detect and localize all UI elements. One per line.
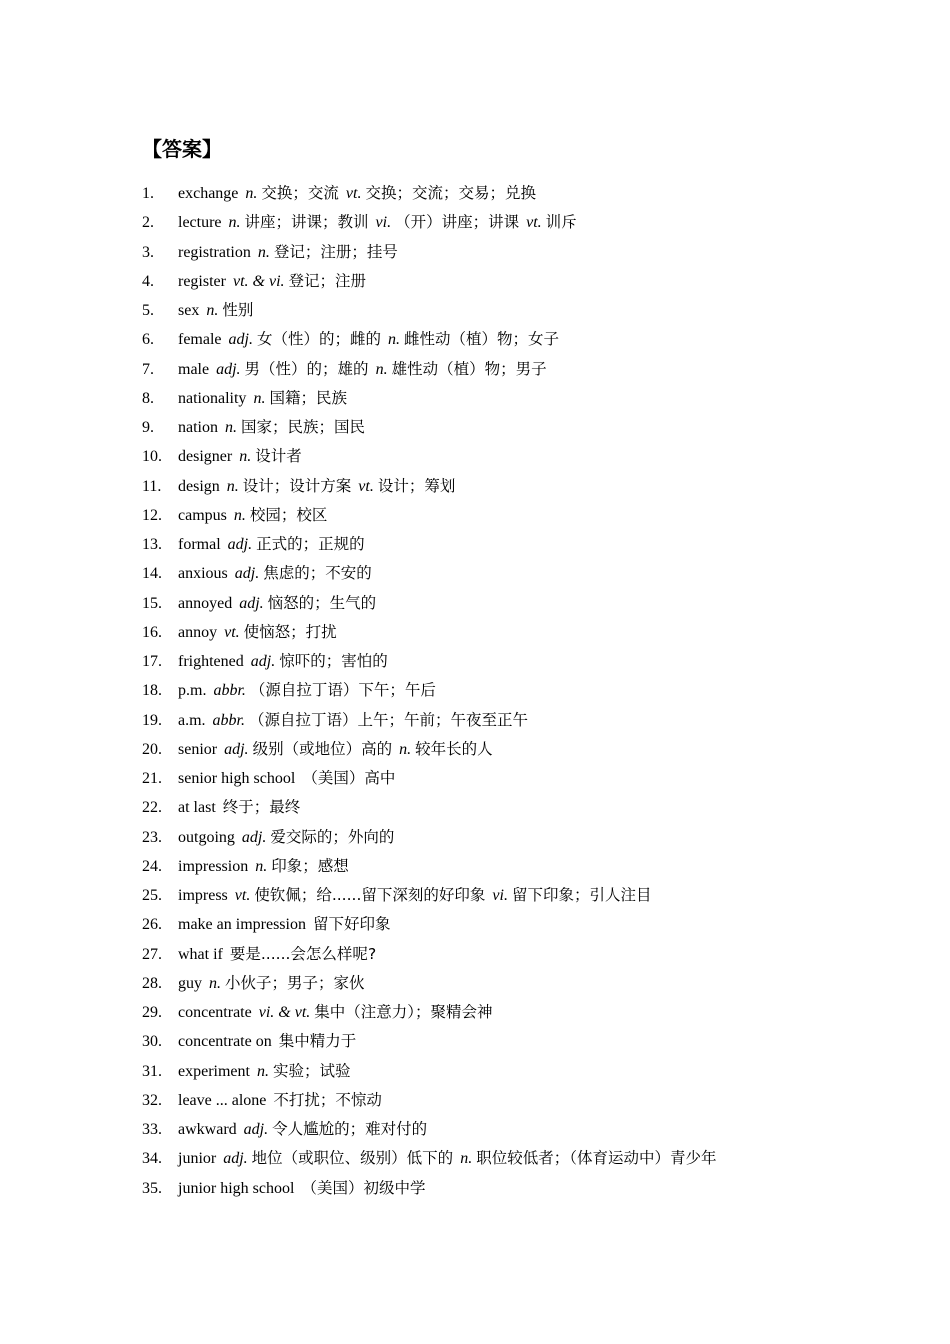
chinese-definition: （美国）高中 (302, 769, 396, 787)
entry-sense (388, 331, 559, 348)
entry-number: 30. (142, 1033, 162, 1051)
entry-number: 24. (142, 857, 162, 875)
entry-word: junior (178, 1150, 217, 1168)
entry-word: campus (178, 506, 227, 524)
entry-number: 32. (142, 1091, 162, 1109)
vocab-entry (142, 296, 902, 325)
entry-sense (257, 1063, 351, 1080)
entry-word: register (178, 272, 226, 290)
entry-sense (224, 741, 392, 758)
entry-number: 13. (142, 536, 162, 553)
part-of-speech: n. (239, 448, 252, 466)
part-of-speech: vt. (345, 185, 362, 202)
vocab-entry (142, 413, 902, 442)
entry-sense (227, 478, 352, 495)
entry-word: registration (178, 243, 251, 261)
entry-sense (258, 244, 398, 261)
chinese-definition: 令人尴尬的；难对付的 (272, 1120, 428, 1138)
entry-number: 11. (142, 477, 162, 495)
vocab-entry (142, 238, 902, 267)
entry-number: 28. (142, 974, 162, 992)
chinese-definition: 交换；交流 (261, 184, 339, 202)
entry-sense (242, 829, 394, 846)
entry-word: outgoing (178, 828, 235, 846)
entry-number: 17. (142, 653, 162, 670)
entry-sense (259, 1004, 493, 1021)
entry-number: 23. (142, 828, 162, 846)
entry-word: senior (178, 740, 218, 758)
vocab-entry (142, 618, 902, 647)
part-of-speech: vt. & vi. (232, 272, 285, 290)
part-of-speech: n. (256, 1062, 269, 1080)
chinese-definition: 设计；设计方案 (242, 476, 352, 495)
vocab-entry (142, 589, 902, 618)
vocab-entry (142, 1144, 902, 1173)
entry-number: 10. (142, 448, 162, 466)
chinese-definition: 恼怒的；生气的 (267, 593, 377, 612)
part-of-speech: abbr. (213, 682, 246, 700)
part-of-speech: adj. (239, 594, 264, 612)
entry-number: 35. (142, 1179, 162, 1197)
entry-number: 9. (142, 419, 154, 436)
chinese-definition: （源自拉丁语）上午；午前；午夜至正午 (249, 710, 529, 729)
part-of-speech: vt. (234, 887, 251, 904)
chinese-definition: 讲座；讲课；教训 (244, 213, 369, 232)
entry-sense (255, 858, 349, 875)
entry-word: lecture (178, 214, 222, 232)
chinese-definition: 印象；感想 (271, 856, 349, 875)
entry-sense (229, 214, 369, 231)
entry-number: 26. (142, 916, 162, 934)
vocab-entry (142, 910, 902, 939)
entry-word: anxious (178, 565, 228, 583)
part-of-speech: adj. (243, 1121, 269, 1138)
entry-number: 27. (142, 945, 162, 963)
vocab-entry (142, 764, 902, 793)
part-of-speech: n. (233, 506, 246, 524)
entry-number: 12. (142, 506, 162, 524)
part-of-speech: vt. (526, 214, 542, 232)
entry-sense (526, 214, 577, 231)
part-of-speech: n. (206, 302, 219, 319)
chinese-definition: 男（性）的；雄的 (244, 359, 369, 378)
entry-word: leave ... alone (178, 1091, 267, 1109)
vocab-entry (142, 530, 902, 559)
chinese-definition: 留下印象；引人注目 (511, 886, 652, 904)
chinese-definition: （源自拉丁语）下午；午后 (249, 681, 436, 700)
chinese-definition: 地位（或职位、级别）低下的 (251, 1149, 454, 1168)
part-of-speech: n. (228, 214, 241, 232)
entry-word: junior high school (178, 1179, 295, 1197)
entry-sense (213, 712, 528, 729)
part-of-speech: vt. (358, 477, 374, 495)
chinese-definition: 性别 (222, 301, 254, 319)
vocab-entry (142, 559, 902, 588)
vocab-entry (142, 793, 902, 822)
vocab-entry (142, 823, 902, 852)
part-of-speech: n. (255, 857, 268, 875)
entry-word: sex (178, 302, 200, 319)
entry-number: 15. (142, 594, 162, 612)
entry-word: a.m. (178, 711, 206, 729)
chinese-definition: 训斥 (545, 213, 577, 232)
entry-word: experiment (178, 1062, 250, 1080)
vocab-entry (142, 1115, 902, 1144)
vocab-entry (142, 1086, 902, 1115)
entry-number: 2. (142, 214, 154, 232)
entry-number: 22. (142, 799, 162, 817)
entry-word: male (178, 360, 210, 378)
entry-word: impress (178, 887, 228, 904)
entry-number: 20. (142, 740, 162, 758)
entry-word: formal (178, 536, 221, 553)
part-of-speech: n. (460, 1150, 473, 1168)
chinese-definition: 雄性动（植）物；男子 (391, 359, 547, 378)
chinese-definition: 登记；注册；挂号 (273, 242, 398, 261)
entry-sense (228, 536, 365, 553)
entry-word: nationality (178, 389, 247, 407)
entry-sense (460, 1150, 716, 1167)
chinese-definition: 小伙子；男子；家伙 (225, 973, 365, 992)
chinese-definition: 女（性）的；雌的 (256, 330, 381, 349)
entry-word: designer (178, 448, 233, 466)
vocab-entry (142, 472, 902, 501)
entry-sense (223, 1150, 453, 1167)
entry-number: 31. (142, 1062, 162, 1080)
chinese-definition: 集中（注意力）；聚精会神 (314, 1003, 493, 1021)
chinese-definition: 使恼怒；打扰 (243, 622, 337, 641)
part-of-speech: n. (375, 360, 388, 378)
part-of-speech: adj. (250, 653, 276, 670)
part-of-speech: n. (257, 243, 270, 261)
entry-sense (229, 331, 381, 348)
entry-word: impression (178, 857, 249, 875)
entry-word: make an impression (178, 916, 306, 934)
chinese-definition: 较年长的人 (415, 739, 493, 758)
entry-number: 6. (142, 331, 154, 349)
entry-sense (213, 682, 435, 699)
entry-sense (225, 419, 365, 436)
vocab-entry (142, 969, 902, 998)
part-of-speech: adj. (241, 828, 267, 846)
entry-sense (279, 1033, 357, 1050)
part-of-speech: n. (209, 974, 221, 992)
entry-sense (230, 946, 376, 963)
vocab-entry (142, 852, 902, 881)
entry-number: 21. (142, 770, 162, 787)
entry-word: awkward (178, 1121, 237, 1138)
entry-number: 16. (142, 623, 162, 641)
part-of-speech: n. (226, 477, 239, 495)
chinese-definition: 交换；交流；交易；兑换 (365, 184, 536, 202)
entry-number: 25. (142, 887, 162, 904)
chinese-definition: 爱交际的；外向的 (270, 827, 395, 846)
entry-number: 18. (142, 682, 162, 700)
chinese-definition: 设计；筹划 (377, 476, 456, 495)
entry-sense (492, 887, 651, 904)
entry-number: 8. (142, 389, 154, 407)
entry-sense (206, 302, 253, 319)
part-of-speech: n. (225, 419, 237, 436)
vocab-entry (142, 1057, 902, 1086)
entry-number: 3. (142, 243, 154, 261)
chinese-definition: （开）讲座；讲课 (395, 213, 520, 232)
entry-sense (209, 975, 365, 992)
entry-number: 5. (142, 302, 154, 319)
entry-word: female (178, 331, 222, 349)
vocab-entry (142, 1174, 902, 1203)
part-of-speech: adj. (227, 536, 253, 553)
chinese-definition: 实验；试验 (272, 1061, 351, 1080)
entry-word: nation (178, 419, 218, 436)
vocab-entry (142, 940, 902, 969)
chinese-definition: 级别（或地位）高的 (252, 739, 393, 758)
entry-word: concentrate (178, 1004, 252, 1021)
chinese-definition: 留下好印象 (312, 915, 391, 934)
part-of-speech: n. (245, 185, 258, 202)
part-of-speech: n. (388, 331, 400, 349)
part-of-speech: vi. (375, 214, 392, 232)
vocab-entry (142, 881, 902, 910)
chinese-definition: 登记；注册 (288, 271, 367, 290)
chinese-definition: 不打扰；不惊动 (273, 1090, 382, 1109)
vocab-entry (142, 325, 902, 354)
entry-number: 19. (142, 711, 162, 729)
entry-sense (239, 595, 376, 612)
chinese-definition: 惊吓的；害怕的 (279, 652, 388, 670)
entry-sense (376, 214, 520, 231)
entry-word: frightened (178, 653, 244, 670)
entry-word: exchange (178, 185, 239, 202)
chinese-definition: （美国）初级中学 (301, 1178, 426, 1197)
chinese-definition: 终于；最终 (222, 798, 301, 817)
entry-sense (358, 478, 455, 495)
entry-sense (273, 1092, 382, 1109)
part-of-speech: adj. (224, 740, 249, 758)
entry-sense (313, 916, 391, 933)
part-of-speech: adj. (234, 565, 260, 583)
vocab-entry (142, 735, 902, 764)
entry-sense (224, 624, 337, 641)
entry-sense (216, 361, 368, 378)
entry-sense (346, 185, 536, 202)
entry-sense (376, 361, 547, 378)
entry-sense (399, 741, 493, 758)
entry-sense (223, 799, 301, 816)
part-of-speech: abbr. (212, 711, 245, 729)
entry-sense (235, 565, 372, 582)
entry-word: guy (178, 974, 202, 992)
part-of-speech: n. (253, 389, 266, 407)
vocab-entry (142, 384, 902, 413)
vocab-entry (142, 179, 902, 208)
vocab-entry (142, 355, 902, 384)
entry-sense (253, 390, 347, 407)
entry-word: concentrate on (178, 1033, 272, 1051)
part-of-speech: adj. (228, 331, 253, 349)
chinese-definition: 国家；民族；国民 (241, 418, 366, 436)
entry-sense (302, 770, 395, 787)
chinese-definition: 雌性动（植）物；女子 (404, 330, 560, 349)
entry-number: 14. (142, 565, 162, 583)
entry-sense (234, 507, 328, 524)
entry-number: 34. (142, 1150, 162, 1168)
entry-number: 29. (142, 1004, 162, 1021)
chinese-definition: 集中精力于 (278, 1032, 357, 1051)
vocab-entry (142, 998, 902, 1027)
entry-sense (244, 1121, 427, 1138)
chinese-definition: 国籍；民族 (269, 388, 347, 407)
entry-number: 1. (142, 185, 154, 202)
vocab-entry (142, 442, 902, 471)
entry-sense (245, 185, 339, 202)
entry-word: design (178, 477, 220, 495)
entry-word: what if (178, 945, 223, 963)
part-of-speech: vi. (492, 887, 508, 904)
entry-sense (239, 448, 302, 465)
entry-word: senior high school (178, 770, 296, 787)
vocab-entry (142, 267, 902, 296)
part-of-speech: vi. & vt. (258, 1004, 311, 1021)
vocab-entry (142, 208, 902, 237)
vocab-entry (142, 706, 902, 735)
vocab-entry (142, 647, 902, 676)
entry-sense (233, 273, 366, 290)
entry-word: annoyed (178, 594, 233, 612)
vocabulary-answer-list (142, 179, 902, 1203)
part-of-speech: adj. (223, 1150, 248, 1168)
entry-sense (235, 887, 486, 904)
entry-word: annoy (178, 623, 218, 641)
chinese-definition: 要是......会怎么样呢? (229, 944, 377, 963)
answer-heading: 【答案】 (142, 137, 222, 161)
entry-sense (251, 653, 388, 670)
vocab-entry (142, 1027, 902, 1056)
entry-sense (301, 1180, 425, 1197)
entry-word: p.m. (178, 682, 207, 700)
vocab-entry (142, 676, 902, 705)
chinese-definition: 使钦佩；给......留下深刻的好印象 (254, 886, 486, 904)
vocab-entry (142, 501, 902, 530)
part-of-speech: n. (399, 740, 412, 758)
entry-number: 33. (142, 1121, 162, 1138)
entry-number: 4. (142, 272, 154, 290)
entry-word: at last (178, 799, 216, 817)
entry-number: 7. (142, 360, 154, 378)
chinese-definition: 校园；校区 (249, 505, 328, 524)
part-of-speech: adj. (216, 360, 241, 378)
chinese-definition: 职位较低者；（体育运动中）青少年 (476, 1149, 717, 1168)
part-of-speech: vt. (224, 623, 240, 641)
chinese-definition: 正式的；正规的 (256, 535, 365, 553)
chinese-definition: 设计者 (255, 447, 302, 466)
chinese-definition: 焦虑的；不安的 (263, 564, 372, 583)
